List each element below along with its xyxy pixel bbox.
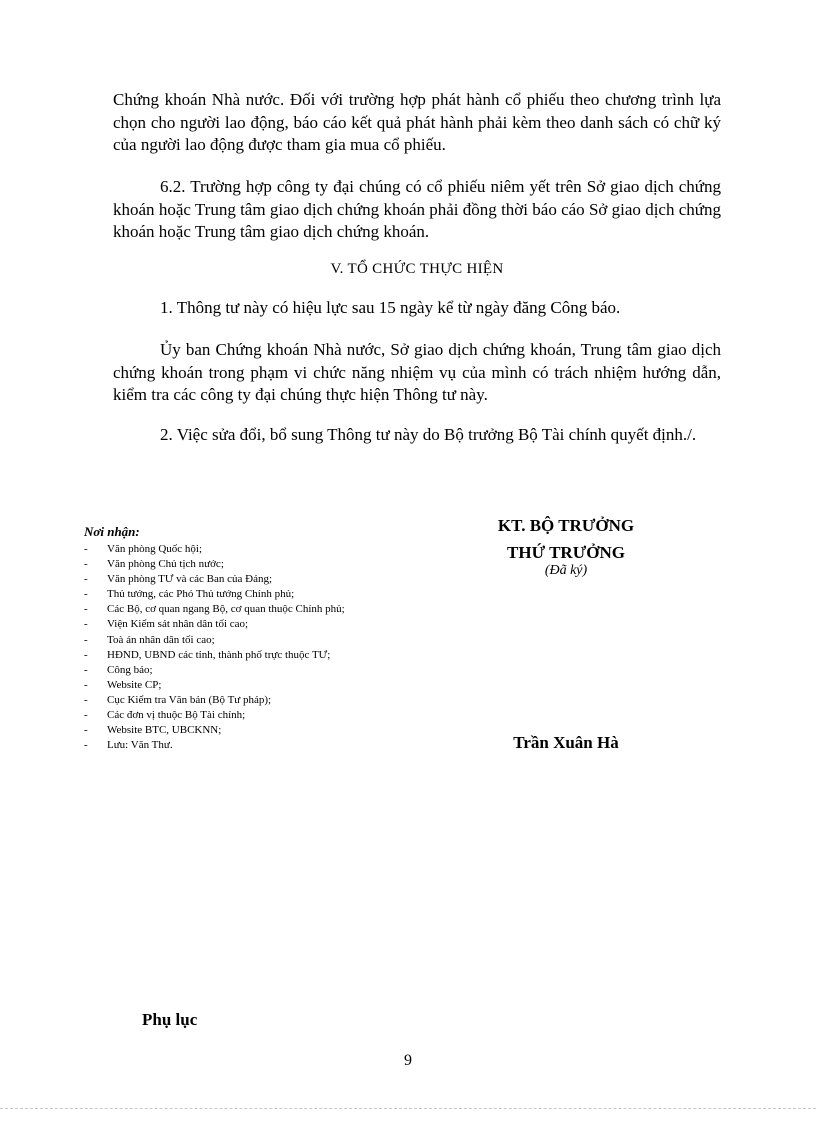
recipient-text: Lưu: Văn Thư. <box>107 739 173 752</box>
recipient-item <box>84 602 444 617</box>
recipient-item <box>84 738 444 753</box>
recipient-item <box>84 723 444 738</box>
paragraph-text: 2. Việc sửa đổi, bổ sung Thông tư này do Bộ trưởng Bộ Tài chính quyết định./. <box>160 425 697 444</box>
page-bottom-divider <box>0 1108 816 1109</box>
recipient-text: Cục Kiểm tra Văn bản (Bộ Tư pháp); <box>107 693 272 706</box>
recipient-text: Các Bộ, cơ quan ngang Bộ, cơ quan thuộc Chính phủ; <box>107 603 345 616</box>
list-dash: - <box>84 588 88 601</box>
recipient-text: Công báo; <box>107 663 153 676</box>
recipients-title: Nơi nhận: <box>84 524 140 539</box>
list-dash: - <box>84 633 88 646</box>
paragraph-text: Chứng khoán Nhà nước. Đối với trường hợp phát hành cổ phiếu theo chương trình lựa chọn cho người lao động, báo cáo kết quả phát hành phải kèm theo danh sách có chữ ký của người lao động được tham gia mua cổ phiếu. <box>113 90 721 154</box>
section-title: V. TỔ CHỨC THỰC HIỆN <box>330 261 504 277</box>
signature-line-2: THỨ TRƯỞNG <box>507 543 625 562</box>
page-number: 9 <box>404 1052 412 1069</box>
list-dash: - <box>84 663 88 676</box>
recipient-text: Các đơn vị thuộc Bộ Tài chính; <box>107 709 246 722</box>
recipient-text: Thủ tướng, các Phó Thủ tướng Chính phủ; <box>107 588 295 601</box>
list-dash: - <box>84 558 88 571</box>
appendix-heading: Phụ lục <box>142 1010 198 1029</box>
list-dash: - <box>84 709 88 722</box>
recipient-text: Văn phòng TƯ và các Ban của Đảng; <box>107 573 273 586</box>
paragraph-amendment <box>113 424 721 447</box>
recipient-item <box>84 557 444 572</box>
signature-line-1: KT. BỘ TRƯỞNG <box>497 516 635 535</box>
paragraph-text: 1. Thông tư này có hiệu lực sau 15 ngày kể từ ngày đăng Công báo. <box>160 298 621 317</box>
paragraph-text: 6.2. Trường hợp công ty đại chúng có cổ phiếu niêm yết trên Sở giao dịch chứng khoán hoặc Trung tâm giao dịch chứng khoán phải đồng thời báo cáo Sở giao dịch chứng khoán hoặc Trung tâm giao dịch chứng khoán. <box>113 177 721 241</box>
list-dash: - <box>84 603 88 616</box>
signature-title <box>440 512 692 566</box>
recipient-item <box>84 708 444 723</box>
recipient-text: Toà án nhân dân tối cao; <box>107 633 215 646</box>
recipient-item <box>84 542 444 557</box>
list-dash: - <box>84 618 88 631</box>
recipient-text: Website BTC, UBCKNN; <box>107 724 222 737</box>
recipient-item <box>84 633 444 648</box>
list-dash: - <box>84 739 88 752</box>
recipient-item <box>84 572 444 587</box>
list-dash: - <box>84 573 88 586</box>
recipient-item <box>84 648 444 663</box>
paragraph-responsibility <box>113 339 721 407</box>
recipient-item <box>84 617 444 632</box>
paragraph-6-2 <box>113 176 721 244</box>
recipient-text: Văn phòng Chủ tịch nước; <box>107 558 224 571</box>
list-dash: - <box>84 648 88 661</box>
signer-name: Trần Xuân Hà <box>513 733 619 752</box>
paragraph-text: Ủy ban Chứng khoán Nhà nước, Sở giao dịch chứng khoán, Trung tâm giao dịch chứng khoán trong phạm vi chức năng nhiệm vụ của mình có trách nhiệm hướng dẫn, kiểm tra các công ty đại chúng thực hiện Thông tư này. <box>113 340 721 404</box>
recipient-items <box>84 542 444 753</box>
recipient-item <box>84 693 444 708</box>
list-dash: - <box>84 543 88 555</box>
recipient-item <box>84 587 444 602</box>
recipient-text: HĐND, UBND các tỉnh, thành phố trực thuộc TƯ; <box>107 648 331 661</box>
paragraph-effective-date <box>113 297 721 320</box>
list-dash: - <box>84 678 88 691</box>
signature-note: (Đã ký) <box>544 563 588 578</box>
recipient-text: Viện Kiểm sát nhân dân tối cao; <box>107 618 249 631</box>
recipient-item <box>84 678 444 693</box>
list-dash: - <box>84 693 88 706</box>
paragraph-reporting-continuation <box>113 89 721 157</box>
list-dash: - <box>84 724 88 737</box>
recipients-list <box>84 524 444 753</box>
recipient-item <box>84 663 444 678</box>
recipient-text: Văn phòng Quốc hội; <box>107 543 203 555</box>
recipient-text: Website CP; <box>107 678 162 691</box>
